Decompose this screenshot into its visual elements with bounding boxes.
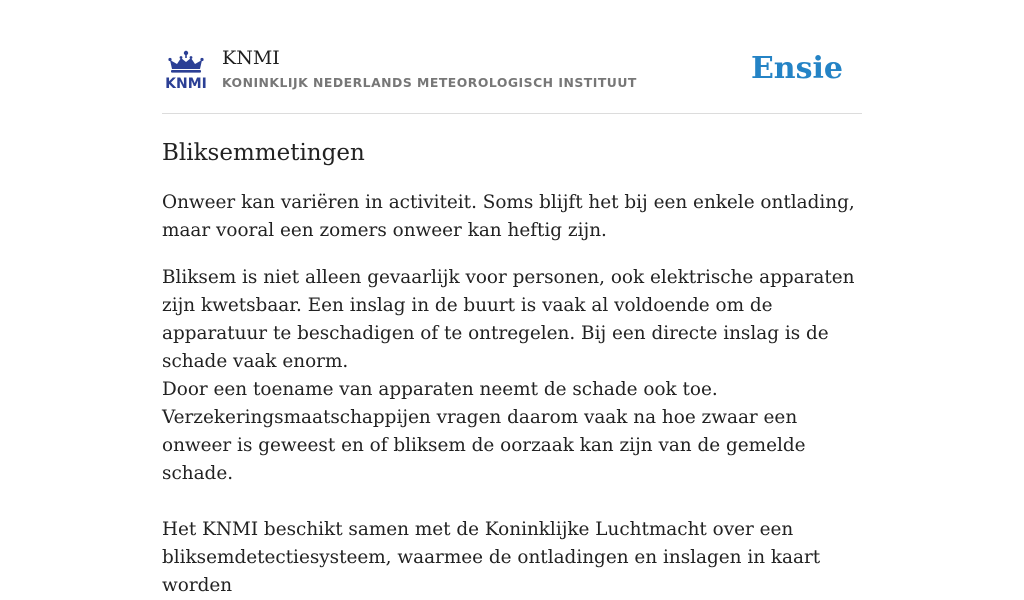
org-full-name: KONINKLIJK NEDERLANDS METEOROLOGISCH INSTITUUT	[222, 75, 637, 90]
article-paragraph-2: Bliksem is niet alleen gevaarlijk voor personen, ook elektrische apparaten zijn kwetsbaar. Een inslag in de buurt is vaak al voldoende om de apparatuur te beschadigen of te ontregelen. Bij een directe inslag is de schade vaak enorm. Door een toename van apparaten neemt de schade ook toe. Verzekeringsmaatschappijen vragen daarom vaak na hoe zwaar een onweer is geweest en of bliksem de oorzaak kan zijn van de gemelde schade.	[162, 267, 855, 484]
article-title: Bliksemmetingen	[162, 140, 365, 166]
article-paragraph-1: Onweer kan variëren in activiteit. Soms blijft het bij een enkele ontlading, maar vooral een zomers onweer kan heftig zijn.	[162, 192, 855, 241]
header	[162, 0, 862, 114]
page	[162, 0, 862, 600]
logo-text: KNMI	[165, 76, 207, 92]
knmi-crown-logo-icon[interactable]	[164, 50, 208, 90]
org-name: KNMI	[222, 47, 280, 69]
ensie-brand-link[interactable]: Ensie	[750, 51, 843, 86]
article-paragraph-3: Het KNMI beschikt samen met de Koninklijke Luchtmacht over een bliksemdetectiesysteem, waarmee de ontladingen en inslagen in kaart worden	[162, 519, 821, 596]
